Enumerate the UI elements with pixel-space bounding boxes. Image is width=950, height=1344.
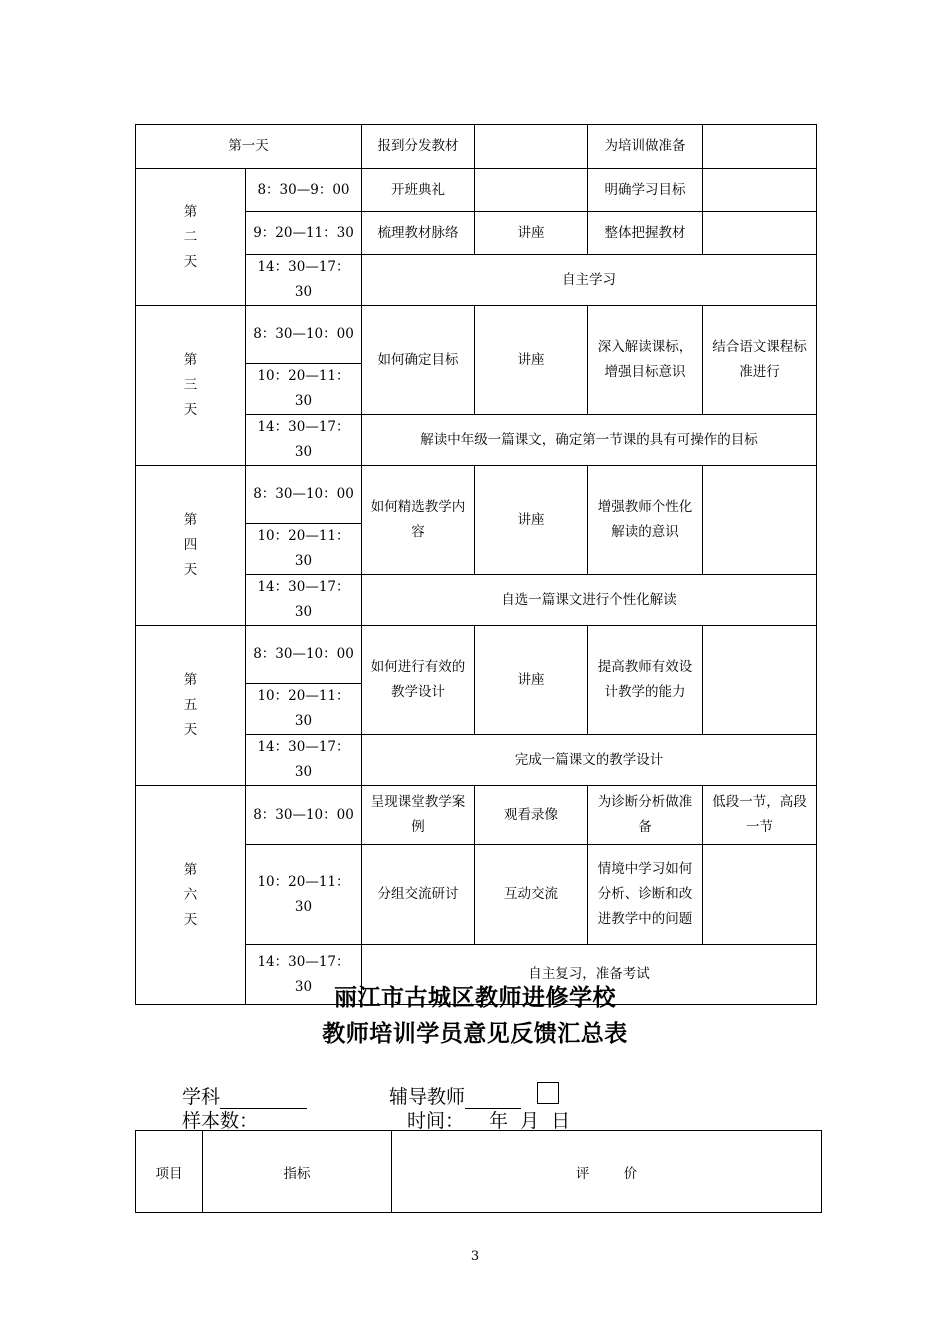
schedule-row	[136, 169, 817, 212]
note-cell	[703, 845, 817, 945]
time-cell: 14：30—17：30	[246, 735, 362, 786]
time-cell: 10：20—11：30	[246, 684, 362, 735]
method-cell: 观看录像	[475, 786, 588, 845]
activity-cell: 完成一篇课文的教学设计	[362, 735, 817, 786]
time-cell: 8：30—10：00	[246, 626, 362, 684]
date-text: 年 月 日	[489, 1110, 571, 1132]
note-cell	[703, 626, 817, 735]
topic-cell: 开班典礼	[362, 169, 475, 212]
time-cell: 14：30—17：30	[246, 415, 362, 466]
training-schedule-table	[135, 124, 817, 1005]
note-cell	[703, 169, 817, 212]
day-label: 第 四 天	[136, 466, 246, 626]
goal-cell: 明确学习目标	[588, 169, 703, 212]
tutor-field	[389, 1082, 521, 1109]
page-number: 3	[470, 1249, 480, 1264]
method-cell: 讲座	[475, 212, 588, 255]
activity-cell: 自主学习	[362, 255, 817, 306]
sample-count-label: 样本数：	[182, 1110, 259, 1132]
day-label: 第 三 天	[136, 306, 246, 466]
day-label: 第 五 天	[136, 626, 246, 786]
note-cell: 结合语文课程标准进行	[703, 306, 817, 415]
feedback-table	[135, 1130, 822, 1213]
schedule-row	[136, 125, 817, 169]
method-cell	[475, 125, 588, 169]
topic-cell: 报到分发教材	[362, 125, 475, 169]
schedule-row	[136, 466, 817, 524]
time-cell: 10：20—11：30	[246, 364, 362, 415]
day-label: 第 二 天	[136, 169, 246, 306]
time-cell: 10：20—11：30	[246, 845, 362, 945]
goal-cell: 提高教师有效设计教学的能力	[588, 626, 703, 735]
method-cell: 讲座	[475, 306, 588, 415]
time-cell: 8：30—10：00	[246, 306, 362, 364]
note-cell	[703, 125, 817, 169]
goal-cell: 情境中学习如何分析、诊断和改进教学中的问题	[588, 845, 703, 945]
day-label: 第一天	[136, 125, 362, 169]
activity-cell: 自主复习，准备考试	[362, 945, 817, 1005]
time-cell: 8：30—10：00	[246, 786, 362, 845]
note-cell	[703, 466, 817, 575]
goal-cell: 深入解读课标，增强目标意识	[588, 306, 703, 415]
schedule-row	[136, 786, 817, 845]
time-cell: 8：30—10：00	[246, 466, 362, 524]
topic-cell: 分组交流研讨	[362, 845, 475, 945]
time-cell: 10：20—11：30	[246, 524, 362, 575]
activity-cell: 解读中年级一篇课文，确定第一节课的具有可操作的目标	[362, 415, 817, 466]
note-cell	[703, 212, 817, 255]
header-evaluation: 评 价	[392, 1131, 822, 1213]
method-cell: 互动交流	[475, 845, 588, 945]
checkbox-square	[537, 1082, 559, 1104]
goal-cell: 整体把握教材	[588, 212, 703, 255]
subject-field	[182, 1082, 307, 1109]
topic-cell: 梳理教材脉络	[362, 212, 475, 255]
tutor-label: 辅导教师	[389, 1086, 466, 1108]
time-cell: 9：20—11：30	[246, 212, 362, 255]
school-title: 丽江市古城区教师进修学校	[334, 985, 616, 1011]
activity-cell: 自选一篇课文进行个性化解读	[362, 575, 817, 626]
topic-cell: 如何精选教学内容	[362, 466, 475, 575]
time-cell: 8：30—9：00	[246, 169, 362, 212]
note-cell: 低段一节，高段一节	[703, 786, 817, 845]
method-cell	[475, 169, 588, 212]
day-label: 第 六 天	[136, 786, 246, 1005]
topic-cell: 如何确定目标	[362, 306, 475, 415]
time-label: 时间：	[407, 1110, 465, 1132]
form-title: 教师培训学员意见反馈汇总表	[322, 1021, 628, 1047]
topic-cell: 如何进行有效的教学设计	[362, 626, 475, 735]
goal-cell: 为培训做准备	[588, 125, 703, 169]
schedule-row	[136, 306, 817, 364]
topic-cell: 呈现课堂教学案例	[362, 786, 475, 845]
schedule-row	[136, 626, 817, 684]
subject-label: 学科	[182, 1086, 221, 1108]
feedback-header-row	[136, 1131, 822, 1213]
goal-cell: 为诊断分析做准备	[588, 786, 703, 845]
time-cell: 14：30—17：30	[246, 255, 362, 306]
header-item: 项目	[136, 1131, 203, 1213]
method-cell: 讲座	[475, 626, 588, 735]
goal-cell: 增强教师个性化解读的意识	[588, 466, 703, 575]
method-cell: 讲座	[475, 466, 588, 575]
header-indicator: 指标	[203, 1131, 392, 1213]
time-cell: 14：30—17：30	[246, 945, 362, 1005]
time-cell: 14：30—17：30	[246, 575, 362, 626]
